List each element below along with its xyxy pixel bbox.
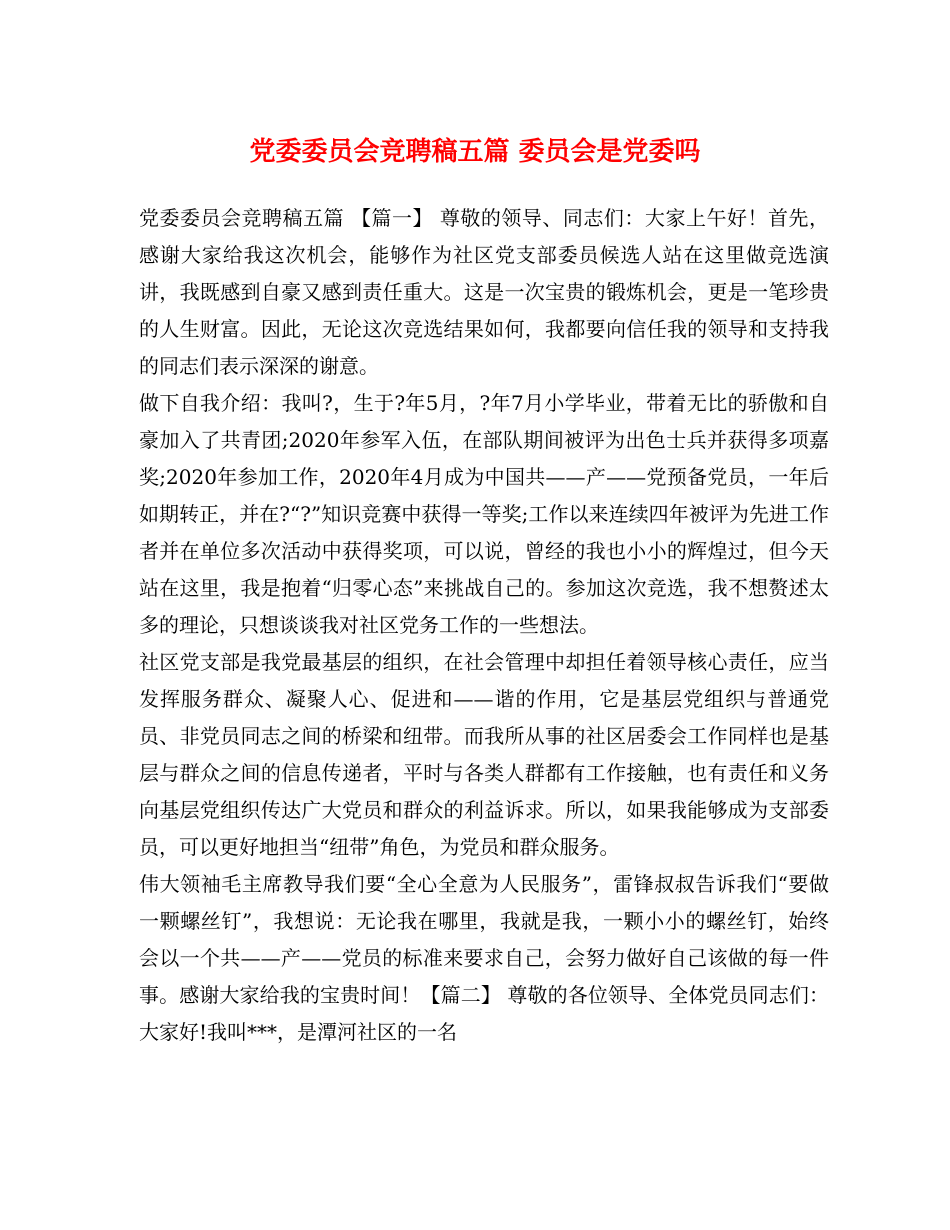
- paragraph-4: 伟大领袖毛主席教导我们要“全心全意为人民服务”，雷锋叔叔告诉我们“要做一颗螺丝钉”，我想说：无论我在哪里，我就是我，一颗小小的螺丝钉，始终会以一个共——产——党员的标准来要求自己，会努力做好自己该做的每一件事。感谢大家给我的宝贵时间！【篇二】 尊敬的各位领导、全体党员同志们： 大家好!我叫***，是潭河社区的一名: [139, 872, 829, 1044]
- paragraph-1: 党委委员会竞聘稿五篇 【篇一】 尊敬的领导、同志们：大家上午好！首先，感谢大家给我这次机会，能够作为社区党支部委员候选人站在这里做竞选演讲，我既感到自豪又感到责任重大。这是一次宝贵的锻炼机会，更是一笔珍贵的人生财富。因此，无论这次竞选结果如何，我都要向信任我的领导和支持我的同志们表示深深的谢意。: [139, 206, 829, 378]
- paragraph-3: 社区党支部是我党最基层的组织，在社会管理中却担任着领导核心责任，应当发挥服务群众、凝聚人心、促进和——谐的作用，它是基层党组织与普通党员、非党员同志之间的桥梁和纽带。而我所从事的社区居委会工作同样也是基层与群众之间的信息传递者，平时与各类人群都有工作接触，也有责任和义务向基层党组织传达广大党员和群众的利益诉求。所以，如果我能够成为支部委员，可以更好地担当“纽带”角色，为党员和群众服务。: [139, 650, 829, 859]
- paragraph-2: 做下自我介绍：我叫?，生于?年5月，?年7月小学毕业，带着无比的骄傲和自豪加入了共青团;2020年参军入伍，在部队期间被评为出色士兵并获得多项嘉奖;2020年参加工作，2020年4月成为中国共——产——党预备党员，一年后如期转正，并在?“?”知识竞赛中获得一等奖;工作以来连续四年被评为先进工作者并在单位多次活动中获得奖项，可以说，曾经的我也小小的辉煌过，但今天站在这里，我是抱着“归零心态”来挑战自己的。参加这次竞选，我不想赘述太多的理论，只想谈谈我对社区党务工作的一些想法。: [139, 391, 829, 637]
- document-title: 党委委员会竞聘稿五篇 委员会是党委吗: [249, 137, 701, 167]
- document-body: [139, 200, 829, 1051]
